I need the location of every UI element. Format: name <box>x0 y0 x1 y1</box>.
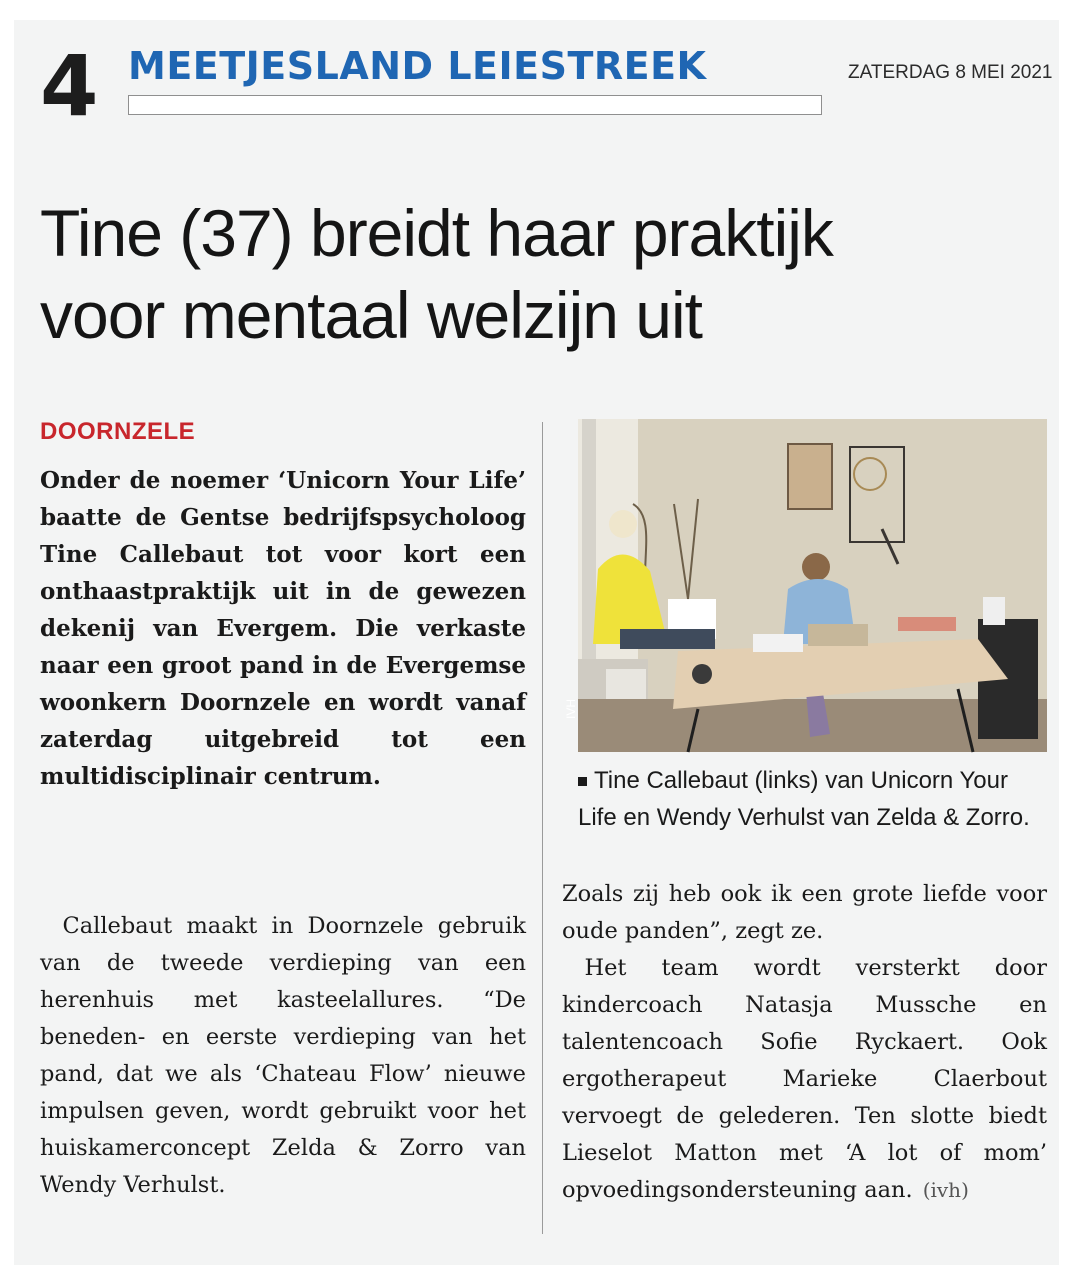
author-signature: (ivh) <box>922 1178 969 1202</box>
photo-caption <box>578 762 1047 836</box>
body-paragraph-right-1: Zoals zij heb ook ik een grote liefde voor oude panden”, zegt ze. <box>562 881 1047 944</box>
column-divider <box>542 422 543 1234</box>
issue-date: ZATERDAG 8 MEI 2021 <box>848 62 1053 83</box>
section-bar <box>128 95 822 115</box>
location-kicker: DOORNZELE <box>40 418 196 445</box>
lead-paragraph: Onder de noemer ‘Unicorn Your Life’ baatte de Gentse bedrijfspsycholoog Tine Callebaut tot voor kort een onthaastpraktijk uit in de gewezen dekenij van Evergem. Die verkaste naar een groot pand in de Evergemse woonkern Doornzele en wordt vanaf zaterdag uitgebreid tot een multidisciplinair centrum. <box>40 467 526 790</box>
photo-credit: IVH <box>564 698 578 719</box>
headline-line-2: voor mentaal welzijn uit <box>40 278 702 352</box>
photo-caption-text: Tine Callebaut (links) van Unicorn Your Life en Wendy Verhulst van Zelda & Zorro. <box>578 767 1030 831</box>
bullet-icon <box>578 777 587 786</box>
section-title: MEETJESLAND LEIESTREEK <box>128 44 707 88</box>
article-photo <box>564 419 1047 752</box>
page-number: 4 <box>40 37 99 135</box>
headline-line-1: Tine (37) breidt haar praktijk <box>40 196 833 270</box>
headline <box>40 192 1040 356</box>
body-column-right <box>562 876 1047 1209</box>
body-paragraph-right-2 <box>562 950 1047 1209</box>
newspaper-page <box>14 20 1059 1265</box>
body-paragraph-left: Callebaut maakt in Doornzele gebruik van de tweede verdieping van een herenhuis met kasteelallures. “De beneden- en eerste verdieping van het pand, dat we als ‘Chateau Flow’ nieuwe impulsen geven, wordt gebruikt voor het huiskamerconcept Zelda & Zorro van Wendy Verhulst. <box>40 913 526 1198</box>
body-paragraph-right-2-text: Het team wordt versterkt door kindercoach Natasja Mussche en talentencoach Sofie Ryckaert. Ook ergotherapeut Marieke Claerbout vervoegt de gelederen. Ten slotte biedt Lieselot Matton met ‘A lot of mom’ opvoedingsondersteuning aan. <box>562 955 1047 1203</box>
